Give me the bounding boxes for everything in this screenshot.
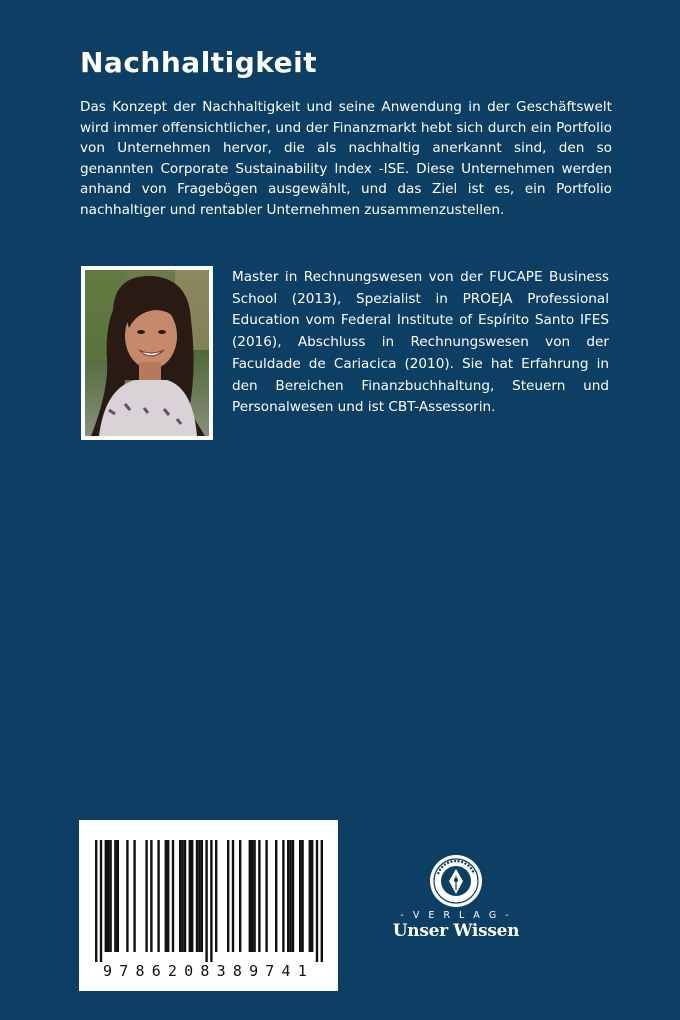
barcode-bar	[189, 840, 191, 952]
barcode-bar	[258, 840, 260, 952]
publisher-name: Unser Wissen	[392, 921, 520, 941]
barcode-bar	[150, 840, 152, 952]
barcode-bar	[114, 840, 116, 952]
barcode-bar	[287, 840, 289, 952]
barcode-bar	[249, 840, 251, 952]
book-blurb: Das Konzept der Nachhaltigkeit und seine Anwendung in der Geschäftswelt wird immer offensichtlicher, und der Finanzmarkt hebt sich durch ein Portfolio von Unternehmen hervor, die als nachhaltig anerkannt sind, den so genannten Corporate Sustainability Index -ISE. Diese Unternehmen werden anhand von Fragebögen ausgewählt, und das Ziel ist es, ein Portfolio nachhaltiger und rentabler Unternehmen zusammenzustellen.	[80, 99, 612, 218]
barcode-bar	[105, 840, 107, 952]
barcode-bar	[275, 840, 277, 952]
barcode-bar	[117, 840, 119, 952]
author-bio: Master in Rechnungswesen von der FUCAPE Business School (2013), Spezialist in PROEJA Professional Education vom Federal Institute of Espírito Santo IFES (2016), Abschluss in Rechnungswesen von der Faculdade de Cariacica (2010). Sie hat Erfahrung in den Bereichen Finanzbuchhaltung, Steuern und Personalwesen und ist CBT-Assessorin.	[232, 269, 609, 416]
barcode-bar	[133, 840, 135, 952]
barcode-bar	[109, 840, 111, 952]
barcode-bar	[157, 840, 159, 952]
barcode-bar	[181, 840, 183, 952]
barcode-bar	[145, 840, 147, 952]
barcode-bar	[201, 840, 203, 952]
author-portrait-icon	[85, 270, 209, 436]
barcode-bar	[191, 840, 193, 952]
barcode-bar	[165, 840, 167, 952]
barcode-bar	[299, 840, 301, 952]
barcode-bar	[289, 840, 291, 952]
barcode-bar	[210, 840, 212, 962]
barcode-bar	[205, 840, 207, 962]
author-photo	[81, 266, 213, 440]
book-title: Nachhaltigkeit	[80, 46, 318, 79]
barcode-bar	[196, 840, 198, 952]
isbn-digits: 9786208389741	[103, 962, 314, 980]
barcode-bar	[179, 840, 181, 952]
publisher-seal-icon	[429, 854, 483, 908]
barcode-bar	[282, 840, 284, 952]
barcode-bar	[311, 840, 313, 952]
publisher-logo	[386, 854, 526, 941]
barcode-bar	[316, 840, 318, 962]
barcode-bar	[198, 840, 200, 952]
publisher-verlag-label: - V E R L A G -	[400, 910, 512, 921]
barcode-bar	[253, 840, 255, 952]
barcode-bar	[184, 840, 186, 952]
barcode-bar	[95, 840, 97, 962]
isbn-barcode	[79, 820, 338, 991]
barcode-bar	[215, 840, 217, 952]
barcode-bar	[309, 840, 311, 952]
barcode-bar	[126, 840, 128, 952]
barcode-bar	[107, 840, 109, 952]
barcode-bar	[232, 840, 234, 952]
barcode-bar	[292, 840, 294, 952]
barcode-bar	[251, 840, 253, 952]
barcode-bar	[239, 840, 241, 952]
barcode-bar	[265, 840, 267, 952]
barcode-bar	[301, 840, 303, 952]
barcode-bar	[172, 840, 174, 952]
barcode-bar	[167, 840, 169, 952]
barcode-bar	[227, 840, 229, 952]
barcode-bar	[100, 840, 102, 962]
barcode-bar	[321, 840, 323, 962]
